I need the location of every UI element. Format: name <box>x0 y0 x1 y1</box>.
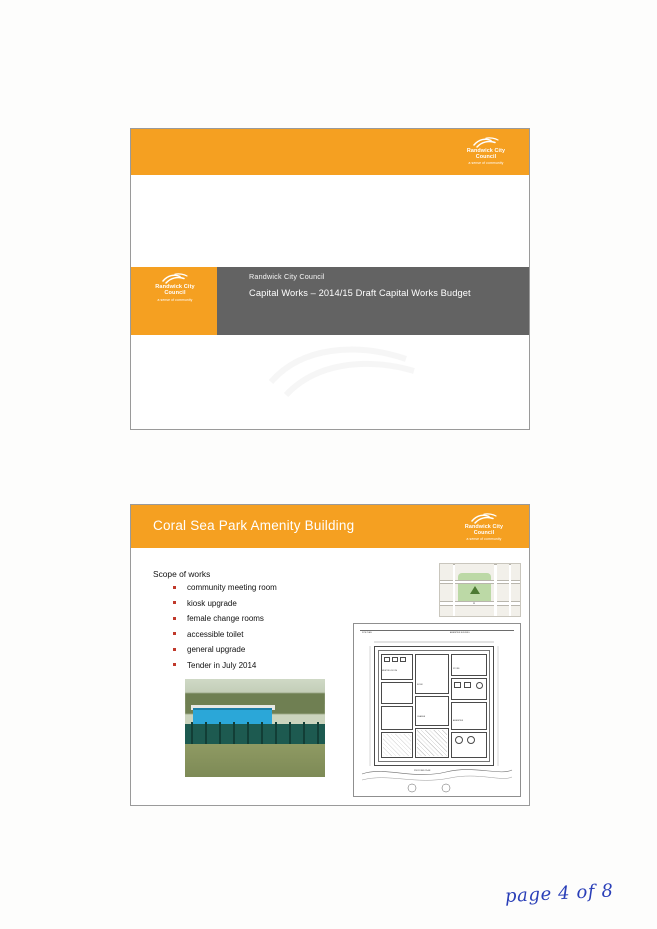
organisation-name: Randwick City Council <box>249 272 325 281</box>
scope-of-works-label: Scope of works <box>153 569 211 579</box>
logo-name-line1: Randwick City <box>464 524 504 530</box>
slide1-main-title: Capital Works – 2014/15 Draft Capital Works Budget <box>249 288 471 298</box>
scope-bullet-list <box>173 583 363 676</box>
logo-tagline: a sense of community <box>466 537 502 541</box>
list-item: general upgrade <box>173 645 363 654</box>
logo-name-line2: Council <box>164 290 186 297</box>
logo-name-line1: Randwick City <box>155 284 195 290</box>
list-item: kiosk upgrade <box>173 599 363 608</box>
slide-title-page <box>130 128 530 430</box>
slide1-title-text <box>249 272 517 300</box>
building-photo <box>185 679 325 777</box>
site-plan-drawing: SITE PLAN AMENITIES BUILDING MEETING ROOM KIOSK STORE CHANGE AMENITIES PROPOSED PLAN <box>353 623 521 797</box>
logo-name-line2: Council <box>475 154 497 160</box>
svg-text:A: A <box>473 601 476 605</box>
watermark-ghost-icon <box>266 337 416 397</box>
logo-tagline: a sense of community <box>157 297 193 302</box>
list-item: accessible toilet <box>173 630 363 639</box>
list-item: female change rooms <box>173 614 363 623</box>
list-item: community meeting room <box>173 583 363 592</box>
randwick-logo-icon <box>451 513 517 542</box>
logo-name-line2: Council <box>473 530 495 536</box>
randwick-logo-icon <box>143 273 207 303</box>
slide-coral-sea-park <box>130 504 530 806</box>
logo-name-line1: Randwick City <box>466 148 506 154</box>
randwick-logo-icon <box>453 137 519 166</box>
locality-map <box>439 563 521 617</box>
slide2-heading: Coral Sea Park Amenity Building <box>153 518 355 533</box>
logo-tagline: a sense of community <box>468 161 504 165</box>
list-item: Tender in July 2014 <box>173 661 363 670</box>
handwritten-page-marker: page 4 of 8 <box>504 880 615 907</box>
